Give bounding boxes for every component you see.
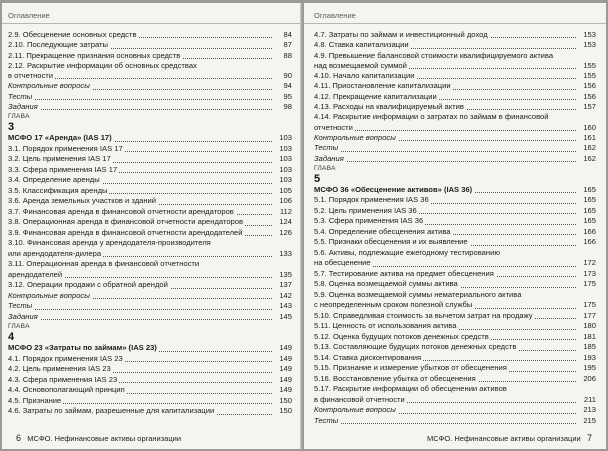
entry-page: 155 — [583, 60, 596, 70]
toc-entry — [314, 102, 596, 112]
entry-title: 4.3. Сфера применения IAS 23 — [8, 374, 118, 384]
running-head: Оглавление — [8, 11, 50, 20]
entry-page: 103 — [279, 175, 292, 185]
entry-title: Контрольные вопросы — [8, 81, 90, 91]
dot-leader — [318, 151, 576, 152]
toc-entry — [8, 92, 292, 102]
toc-entry — [8, 30, 292, 40]
entry-title: 2.11. Прекращение признания основных средств — [8, 50, 181, 60]
entry-page: 150 — [279, 406, 292, 416]
chapter-label: ГЛАВА — [314, 164, 336, 172]
entry-title: с неопределенным сроком полезной службы — [314, 300, 473, 310]
entry-page: 126 — [279, 227, 292, 237]
entry-page: 143 — [279, 301, 292, 311]
entry-title: 5.8. Оценка возмещаемой суммы актива — [314, 279, 458, 289]
entry-title: 5.12. Оценка будущих потоков денежных средств — [314, 331, 489, 341]
toc-entry — [314, 61, 596, 71]
chapter-label: ГЛАВА — [8, 113, 30, 121]
entry-title: 4.2. Цель применения IAS 23 — [8, 364, 111, 374]
entry-title: отчетности — [314, 122, 353, 132]
entry-page: 90 — [283, 71, 292, 81]
entry-page: 155 — [583, 71, 596, 81]
toc-entry — [8, 186, 292, 197]
toc-entry — [314, 185, 596, 196]
page-footer — [427, 433, 592, 443]
entry-page: 87 — [283, 40, 292, 50]
entry-page: 181 — [583, 331, 596, 341]
entry-title: 5.14. Ставка дисконтирования — [314, 352, 422, 362]
entry-title: 4.4. Основополагающий принцип — [8, 385, 125, 395]
entry-title: Тесты — [314, 143, 339, 153]
chapter-number: 4 — [8, 331, 15, 344]
entry-group — [8, 30, 292, 112]
toc-entry — [314, 374, 596, 385]
toc-entry — [314, 258, 596, 269]
right-page — [304, 3, 606, 449]
entry-title: 5.15. Признание и измерение убытков от обесценения — [314, 363, 507, 373]
entry-title: 3.8. Операционная аренда в финансовой отчетности арендаторов — [8, 217, 244, 227]
entry-page: 149 — [279, 385, 292, 395]
entry-page: 195 — [583, 363, 596, 373]
entry-page: 149 — [279, 353, 292, 363]
entry-page: 160 — [583, 122, 596, 132]
entry-title: 2.12. Раскрытие информации об основных средствах — [8, 60, 197, 70]
entry-page: 177 — [583, 310, 596, 320]
toc-entry — [8, 81, 292, 91]
entry-title: Тесты — [8, 301, 33, 311]
toc-entry — [314, 353, 596, 364]
page-header — [2, 11, 302, 24]
toc-entry — [314, 279, 596, 290]
entry-page: 98 — [283, 102, 292, 112]
entry-title: МСФО 36 «Обесценение активов» (IAS 36) — [314, 184, 473, 194]
entry-title: Контрольные вопросы — [8, 290, 90, 300]
entry-page: 175 — [583, 300, 596, 310]
toc-entry — [8, 238, 292, 249]
toc-entry — [8, 228, 292, 239]
dot-leader — [12, 309, 272, 310]
toc-entry — [314, 332, 596, 343]
entry-page: 135 — [279, 269, 292, 279]
chapter-number: 3 — [8, 121, 15, 134]
entry-page: 149 — [279, 364, 292, 374]
toc-entry — [8, 354, 292, 365]
dot-leader — [12, 99, 272, 100]
entry-title: 3.12. Операции продажи с обратной арендой — [8, 280, 168, 290]
entry-page: 161 — [583, 132, 596, 142]
entry-title: Задания — [8, 102, 38, 112]
entry-page: 142 — [279, 290, 292, 300]
entry-page: 149 — [279, 374, 292, 384]
entry-title: 4.7. Затраты по займам и инвестиционный доход — [314, 30, 488, 39]
entry-page: 103 — [279, 154, 292, 164]
toc-entry — [8, 144, 292, 155]
entry-title: 5.2. Цель применения IAS 36 — [314, 205, 417, 215]
entry-page: 153 — [583, 40, 596, 50]
entry-page: 180 — [583, 321, 596, 331]
entry-title: 5.11. Ценность от использования актива — [314, 321, 457, 331]
entry-page: 95 — [283, 91, 292, 101]
entry-page: 211 — [583, 394, 596, 404]
entry-title: 5.13. Составляющие будущих потоков денежных средств — [314, 342, 517, 352]
page-number: 7 — [586, 433, 592, 443]
entry-title: Тесты — [8, 91, 33, 101]
entry-page: 145 — [279, 311, 292, 321]
book-title: МСФО. Нефинансовые активы организации — [426, 434, 581, 443]
entry-title: на обесценение — [314, 258, 371, 268]
toc-entry — [314, 92, 596, 102]
entry-title: 5.9. Оценка возмещаемой суммы нематериального актива — [314, 289, 522, 299]
toc-entry — [314, 133, 596, 143]
entry-page: 105 — [279, 185, 292, 195]
entry-page: 166 — [583, 237, 596, 247]
toc-entry — [8, 207, 292, 218]
entry-page: 94 — [283, 81, 292, 91]
dot-leader — [12, 319, 272, 320]
page-number: 6 — [16, 433, 22, 443]
entry-title: над возмещаемой суммой — [314, 60, 407, 70]
entry-page: 137 — [279, 280, 292, 290]
entry-title: 3.11. Операционная аренда в финансовой отчетности — [8, 259, 200, 269]
entry-title: Контрольные вопросы — [314, 405, 396, 415]
entry-page: 166 — [583, 226, 596, 236]
chapter-label: ГЛАВА — [8, 323, 30, 331]
entry-title: 3.2. Цель применения IAS 17 — [8, 154, 111, 164]
toc-entry — [314, 123, 596, 133]
toc-entry — [8, 280, 292, 291]
entry-page: 153 — [583, 30, 596, 39]
toc-entry — [314, 71, 596, 81]
entry-page: 124 — [279, 217, 292, 227]
toc-entry — [8, 71, 292, 81]
toc-entry — [314, 395, 596, 406]
dot-leader — [12, 109, 272, 110]
entry-page: 103 — [279, 143, 292, 153]
entry-title: Задания — [314, 153, 344, 163]
toc-entry — [8, 165, 292, 176]
toc-entry — [314, 290, 596, 301]
toc-entry — [314, 342, 596, 353]
toc-entry — [314, 195, 596, 206]
entry-page: 175 — [583, 279, 596, 289]
entry-title: 4.13. Расходы на квалифицируемый актив — [314, 102, 464, 112]
entry-page: 103 — [279, 133, 292, 143]
entry-title: 2.9. Обесценение основных средств — [8, 30, 137, 39]
toc-list — [8, 30, 292, 417]
toc-entry — [314, 384, 596, 395]
toc-entry — [8, 102, 292, 112]
entry-page: 215 — [583, 415, 596, 425]
entry-page: 193 — [583, 352, 596, 362]
toc-entry — [8, 40, 292, 50]
toc-entry — [8, 312, 292, 323]
entry-title: или арендодателя-дилера — [8, 248, 102, 258]
entry-page: 156 — [583, 81, 596, 91]
entry-title: арендодателей — [8, 269, 63, 279]
toc-entry — [314, 216, 596, 227]
entry-page: 173 — [583, 268, 596, 278]
toc-entry — [8, 375, 292, 386]
entry-title: 4.6. Затраты по займам, разрешенные для капитализации — [8, 406, 215, 416]
entry-page: 149 — [279, 343, 292, 353]
entry-page: 165 — [583, 216, 596, 226]
toc-entry — [8, 396, 292, 407]
entry-title: 5.17. Раскрытие информации об обесценении активов — [314, 384, 507, 394]
entry-page: 156 — [583, 91, 596, 101]
toc-entry — [314, 143, 596, 153]
entry-title: 5.6. Активы, подлежащие ежегодному тестированию — [314, 247, 501, 257]
dot-leader — [318, 130, 576, 131]
entry-title: 5.7. Тестирование актива на предмет обесценения — [314, 268, 494, 278]
entry-title: 4.12. Прекращение капитализации — [314, 91, 437, 101]
toc-entry — [8, 385, 292, 396]
toc-entry — [8, 364, 292, 375]
toc-entry — [8, 270, 292, 281]
toc-entry — [8, 406, 292, 417]
toc-entry — [8, 133, 292, 144]
entry-title: 4.1. Порядок применения IAS 23 — [8, 353, 123, 363]
entry-page: 185 — [583, 342, 596, 352]
entry-title: 5.4. Определение обесценения актива — [314, 226, 451, 236]
entry-title: 2.10. Последующие затраты — [8, 40, 108, 50]
entry-title: 4.10. Начало капитализации — [314, 71, 415, 81]
toc-entry — [314, 112, 596, 122]
chapter-block — [314, 164, 596, 427]
page-footer — [16, 433, 181, 443]
entry-page: 165 — [583, 195, 596, 205]
entry-title: 5.3. Сфера применения IAS 36 — [314, 216, 424, 226]
toc-entry — [8, 175, 292, 186]
book-title: МСФО. Нефинансовые активы организации — [27, 434, 182, 443]
entry-title: 3.4. Определение аренды — [8, 175, 100, 185]
entry-page: 157 — [583, 102, 596, 112]
entry-page: 162 — [583, 153, 596, 163]
entry-title: 4.8. Ставка капитализации — [314, 40, 409, 50]
entry-page: 172 — [583, 258, 596, 268]
toc-entry — [8, 259, 292, 270]
page-header — [304, 11, 606, 24]
entry-title: МСФО 17 «Аренда» (IAS 17) — [8, 133, 112, 143]
toc-entry — [314, 227, 596, 238]
entry-group — [314, 30, 596, 164]
toc-entry — [8, 196, 292, 207]
chapter-block — [8, 322, 292, 417]
entry-title: 5.10. Справедливая стоимость за вычетом затрат на продажу — [314, 310, 533, 320]
entry-page: 162 — [583, 143, 596, 153]
toc-entry — [8, 249, 292, 260]
chapter-block — [8, 112, 292, 322]
toc-entry — [314, 416, 596, 427]
entry-title: 3.10. Финансовая аренда у арендодателя-производителя — [8, 238, 211, 248]
toc-entry — [8, 217, 292, 228]
entry-page: 150 — [279, 395, 292, 405]
toc-entry — [8, 291, 292, 302]
toc-entry — [314, 321, 596, 332]
entry-title: 4.5. Признание — [8, 395, 62, 405]
entry-title: 3.5. Классификация аренды — [8, 185, 108, 195]
entry-page: 106 — [279, 196, 292, 206]
toc-entry — [8, 51, 292, 61]
dot-leader — [318, 423, 576, 424]
entry-title: 3.6. Аренда земельных участков и зданий — [8, 196, 157, 206]
toc-entry — [314, 363, 596, 374]
entry-title: в финансовой отчетности — [314, 394, 405, 404]
toc-entry — [8, 154, 292, 165]
entry-page: 103 — [279, 164, 292, 174]
toc-entry — [314, 248, 596, 259]
toc-entry — [314, 269, 596, 280]
entry-page: 206 — [583, 373, 596, 383]
toc-entry — [8, 343, 292, 354]
entry-page: 112 — [279, 206, 292, 216]
entry-title: Контрольные вопросы — [314, 132, 396, 142]
entry-title: 4.9. Превышение балансовой стоимости квалифицируемого актива — [314, 50, 554, 60]
running-head: Оглавление — [314, 11, 356, 20]
entry-title: 4.14. Раскрытие информации о затратах по займам в финансовой — [314, 112, 549, 122]
entry-title: 4.11. Приостановление капитализации — [314, 81, 451, 91]
toc-entry — [314, 51, 596, 61]
entry-title: 5.5. Признаки обесценения и их выявление — [314, 237, 468, 247]
toc-entry — [314, 311, 596, 322]
entry-title: 3.3. Сфера применения IAS 17 — [8, 164, 118, 174]
toc-entry — [314, 30, 596, 40]
entry-page: 133 — [279, 248, 292, 258]
entry-title: МСФО 23 «Затраты по займам» (IAS 23) — [8, 343, 157, 353]
toc-entry — [314, 81, 596, 91]
entry-title: 3.7. Финансовая аренда в финансовой отчетности арендаторов — [8, 206, 234, 216]
chapter-number: 5 — [314, 172, 321, 185]
toc-entry — [314, 154, 596, 164]
toc-entry — [8, 301, 292, 312]
toc-entry — [314, 237, 596, 248]
entry-title: Задания — [8, 311, 38, 321]
entry-title: в отчетности — [8, 71, 54, 81]
toc-entry — [314, 206, 596, 217]
entry-page: 213 — [583, 405, 596, 415]
entry-title: 3.1. Порядок применения IAS 17 — [8, 143, 123, 153]
toc-entry — [314, 405, 596, 416]
entry-title: Тесты — [314, 415, 339, 425]
entry-page: 84 — [283, 30, 292, 39]
toc-entry — [314, 40, 596, 50]
left-page — [2, 3, 302, 449]
entry-page: 88 — [283, 50, 292, 60]
entry-title: 3.9. Финансовая аренда в финансовой отчетности арендодателей — [8, 227, 243, 237]
dot-leader — [318, 161, 576, 162]
entry-title: 5.1. Порядок применения IAS 36 — [314, 195, 429, 205]
entry-page: 165 — [583, 184, 596, 194]
entry-page: 165 — [583, 205, 596, 215]
entry-title: 5.16. Восстановление убытка от обесценения — [314, 373, 476, 383]
toc-entry — [314, 300, 596, 311]
toc-list — [314, 30, 596, 426]
toc-entry — [8, 61, 292, 71]
